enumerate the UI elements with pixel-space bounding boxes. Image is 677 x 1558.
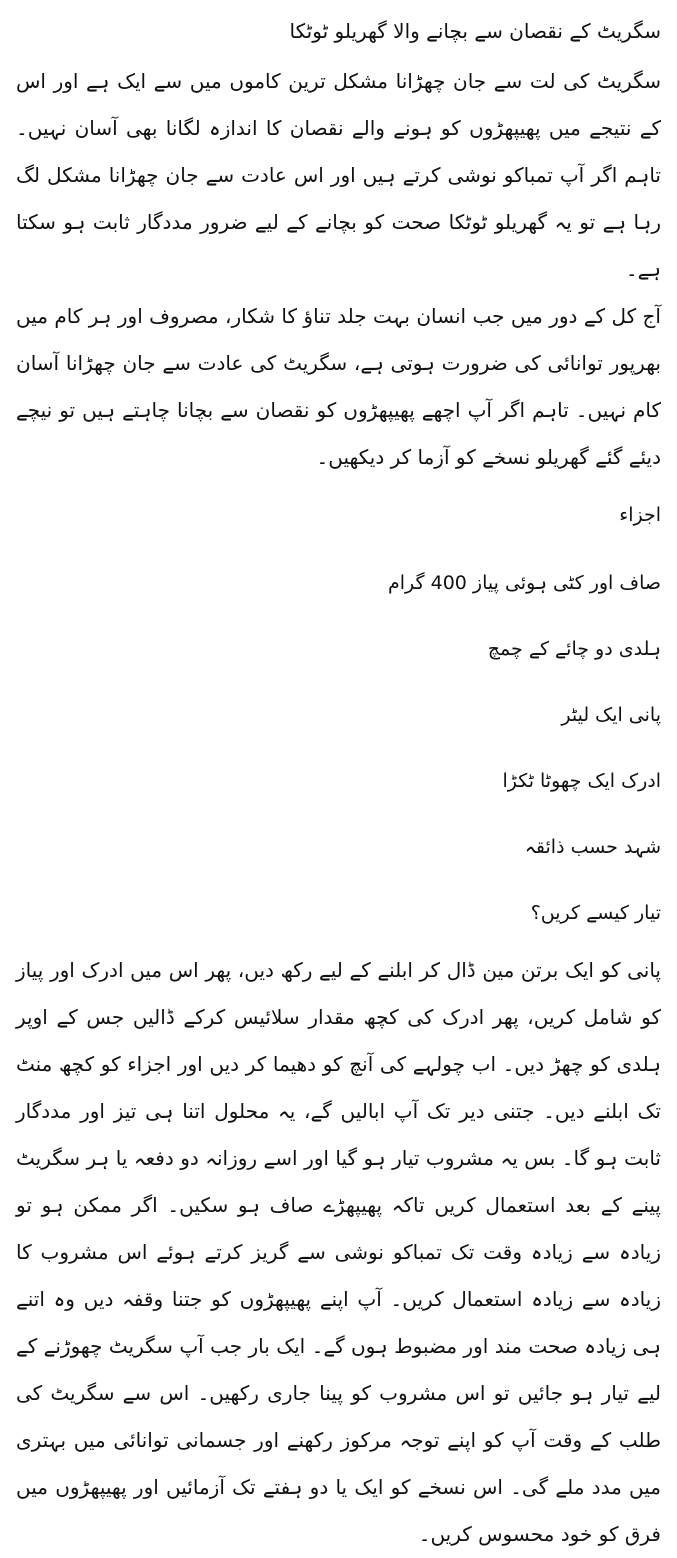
intro-paragraph-2: آج کل کے دور میں جب انسان بہت جلد تناؤ کا شکار، مصروف اور ہر کام میں بھرپور توانائی کی ضرورت ہوتی ہے، سگریٹ کی عادت سے جان چھڑانا آسان کام نہیں۔ تاہم اگر آپ اچھے پھیپھڑوں کو نقصان سے بچانا چاہتے ہیں تو نیچے دیئے گئے گھریلو نسخے کو آزما کر دیکھیں۔ <box>16 304 661 469</box>
section-gap <box>16 531 661 567</box>
ingredients-list <box>16 567 661 863</box>
article-title: سگریٹ کے نقصان سے بچانے والا گھریلو ٹوٹکا <box>289 19 661 43</box>
list-gap <box>16 665 661 699</box>
section-gap <box>16 929 661 947</box>
ingredient-item: ادرک ایک چھوٹا ٹکڑا <box>502 770 661 792</box>
ingredient-item: ہلدی دو چائے کے چمچ <box>487 638 661 660</box>
list-gap <box>16 731 661 765</box>
ingredients-heading: اجزاء <box>619 504 661 526</box>
ingredient-item: صاف اور کٹی ہوئی پیاز 400 گرام <box>387 572 661 594</box>
list-gap <box>16 599 661 633</box>
method-paragraph: پانی کو ایک برتن مین ڈال کر ابلنے کے لیے رکھ دیں، پھر اس میں ادرک اور پیاز کو شامل کریں، پھر ادرک کی کچھ مقدار سلائیس کرکے ڈالیں جس کے اوپر ہلدی کو چھڑ دیں۔ اب چولہے کی آنچ کو دھیما کر دیں اور اجزاء کو کچھ منٹ تک ابلنے دیں۔ جتنی دیر تک آپ ابالیں گے، یہ محلول اتنا ہی تیز اور مددگار ثابت ہو گا۔ بس یہ مشروب تیار ہو گیا اور اسے روزانہ دو دفعہ یا ہر سگریٹ پینے کے بعد استعمال کریں تاکہ پھیپھڑے صاف ہو سکیں۔ اگر ممکن ہو تو زیادہ سے زیادہ وقت تک تمباکو نوشی سے گریز کرتے ہوئے اس مشروب کا زیادہ سے زیادہ استعمال کریں۔ آپ اپنے پھیپھڑوں کو جتنا وقفہ دیں وہ اتنے ہی زیادہ صحت مند اور مضبوط ہوں گے۔ ایک بار جب آپ سگریٹ چھوڑنے کے لیے تیار ہو جائیں تو اس مشروب کو پینا جاری رکھیں۔ اس سے سگریٹ کی طلب کے وقت آپ کو اپنے توجہ مرکوز رکھنے اور جسمانی توانائی میں بہتری میں مدد ملے گی۔ اس نسخے کو ایک یا دو ہفتے تک آزمائیں اور پھیپھڑوں میں فرق کو خود محسوس کریں۔ <box>16 958 661 1546</box>
ingredient-item: پانی ایک لیٹر <box>561 704 661 726</box>
intro-paragraph-1: سگریٹ کی لت سے جان چھڑانا مشکل ترین کاموں میں سے ایک ہے اور اس کے نتیجے میں پھیپھڑوں کو ہونے والے نقصان کا اندازہ لگانا بھی آسان نہیں۔ تاہم اگر آپ تمباکو نوشی کرتے ہیں اور اس عادت سے جان چھڑانا مشکل لگ رہا ہے تو یہ گھریلو ٹوٹکا صحت کو بچانے کے لیے ضرور مددگار ثابت ہو سکتا ہے۔ <box>16 69 661 281</box>
list-gap <box>16 797 661 831</box>
section-gap <box>16 481 661 499</box>
method-heading: تیار کیسے کریں؟ <box>530 902 661 924</box>
section-gap <box>16 863 661 897</box>
ingredient-item: شہد حسب ذائقہ <box>524 836 661 858</box>
